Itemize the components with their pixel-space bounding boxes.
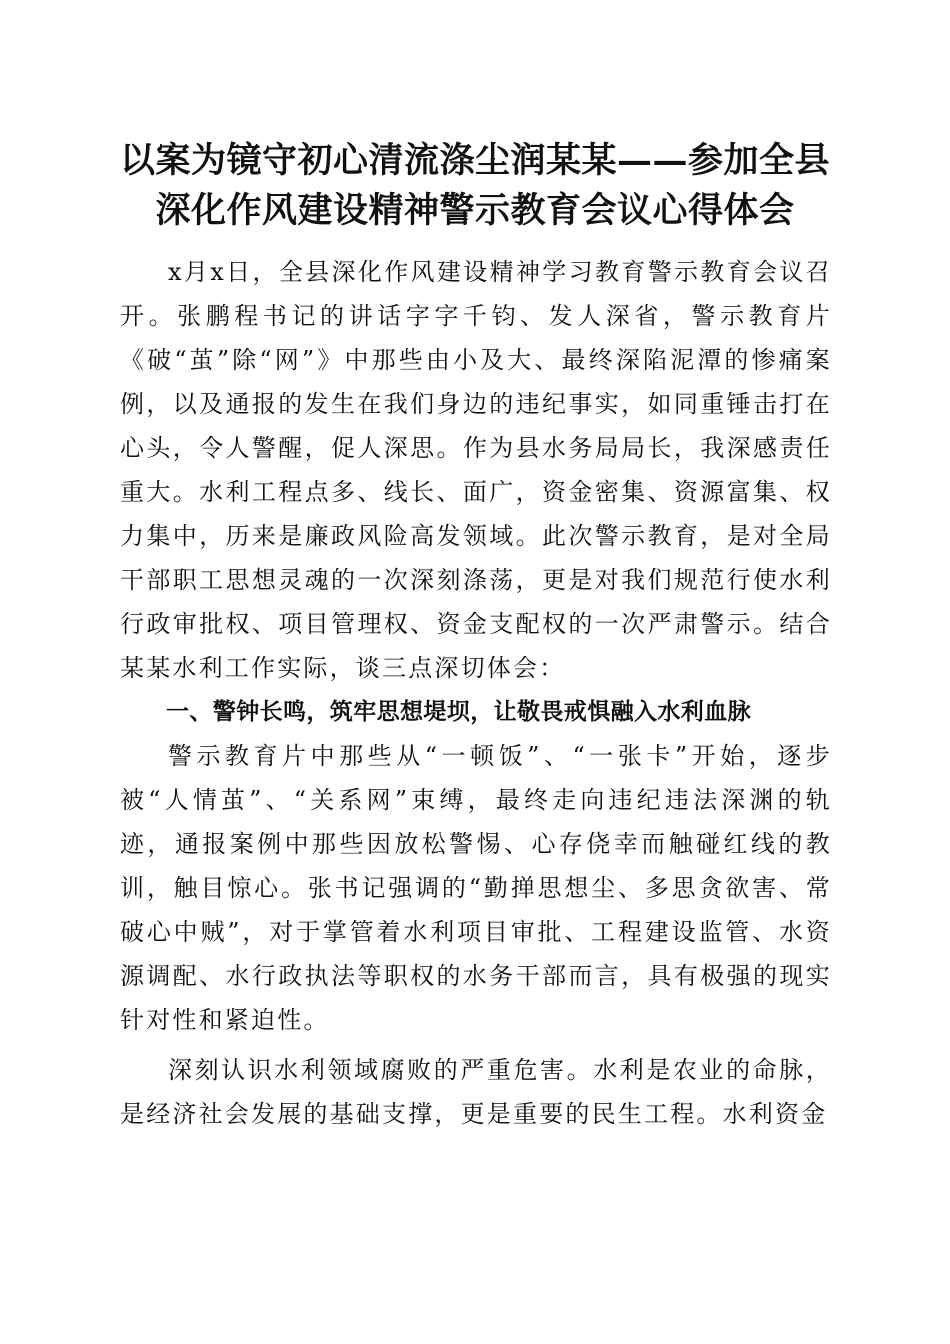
paragraph-section1-b: 深刻认识水利领域腐败的严重危害。水利是农业的命脉，是经济社会发展的基础支撑，更是重要的民生工程。水利资金 (120, 1056, 832, 1128)
title-line-2: 深化作风建设精神警示教育会议心得体会 (155, 190, 795, 231)
title-line-1: 以案为镜守初心清流涤尘润某某——参加全县 (119, 140, 830, 181)
section-heading-1: 一、警钟长鸣，筑牢思想堤坝，让敬畏戒惧融入水利血脉 (166, 699, 751, 725)
paragraph-intro: x月x日，全县深化作风建设精神学习教育警示教育会议召开。张鹏程书记的讲话字字千钧、发人深省，警示教育片《破“茧”除“网”》中那些由小及大、最终深陷泥潭的惨痛案例，以及通报的发生在我们身边的违纪事实，如同重锤击打在心头，令人警醒，促人深思。作为县水务局局长，我深感责任重大。水利工程点多、线长、面广，资金密集、资源富集、权力集中，历来是廉政风险高发领域。此次警示教育，是对全局干部职工思想灵魂的一次深刻涤荡，更是对我们规范行使水利行政审批权、项目管理权、资金支配权的一次严肃警示。结合某某水利工作实际，谈三点深切体会： (120, 258, 832, 682)
paragraph-section1-a: 警示教育片中那些从“一顿饭”、“一张卡”开始，逐步被“人情茧”、“关系网”束缚，最终走向违纪违法深渊的轨迹，通报案例中那些因放松警惕、心存侥幸而触碰红线的教训，触目惊心。张书记强调的“勤掸思想尘、多思贪欲害、常破心中贼”，对于掌管着水利项目审批、工程建设监管、水资源调配、水行政执法等职权的水务干部而言，具有极强的现实针对性和紧迫性。 (120, 742, 832, 1034)
document-body (120, 250, 832, 1136)
document-title (100, 136, 850, 236)
